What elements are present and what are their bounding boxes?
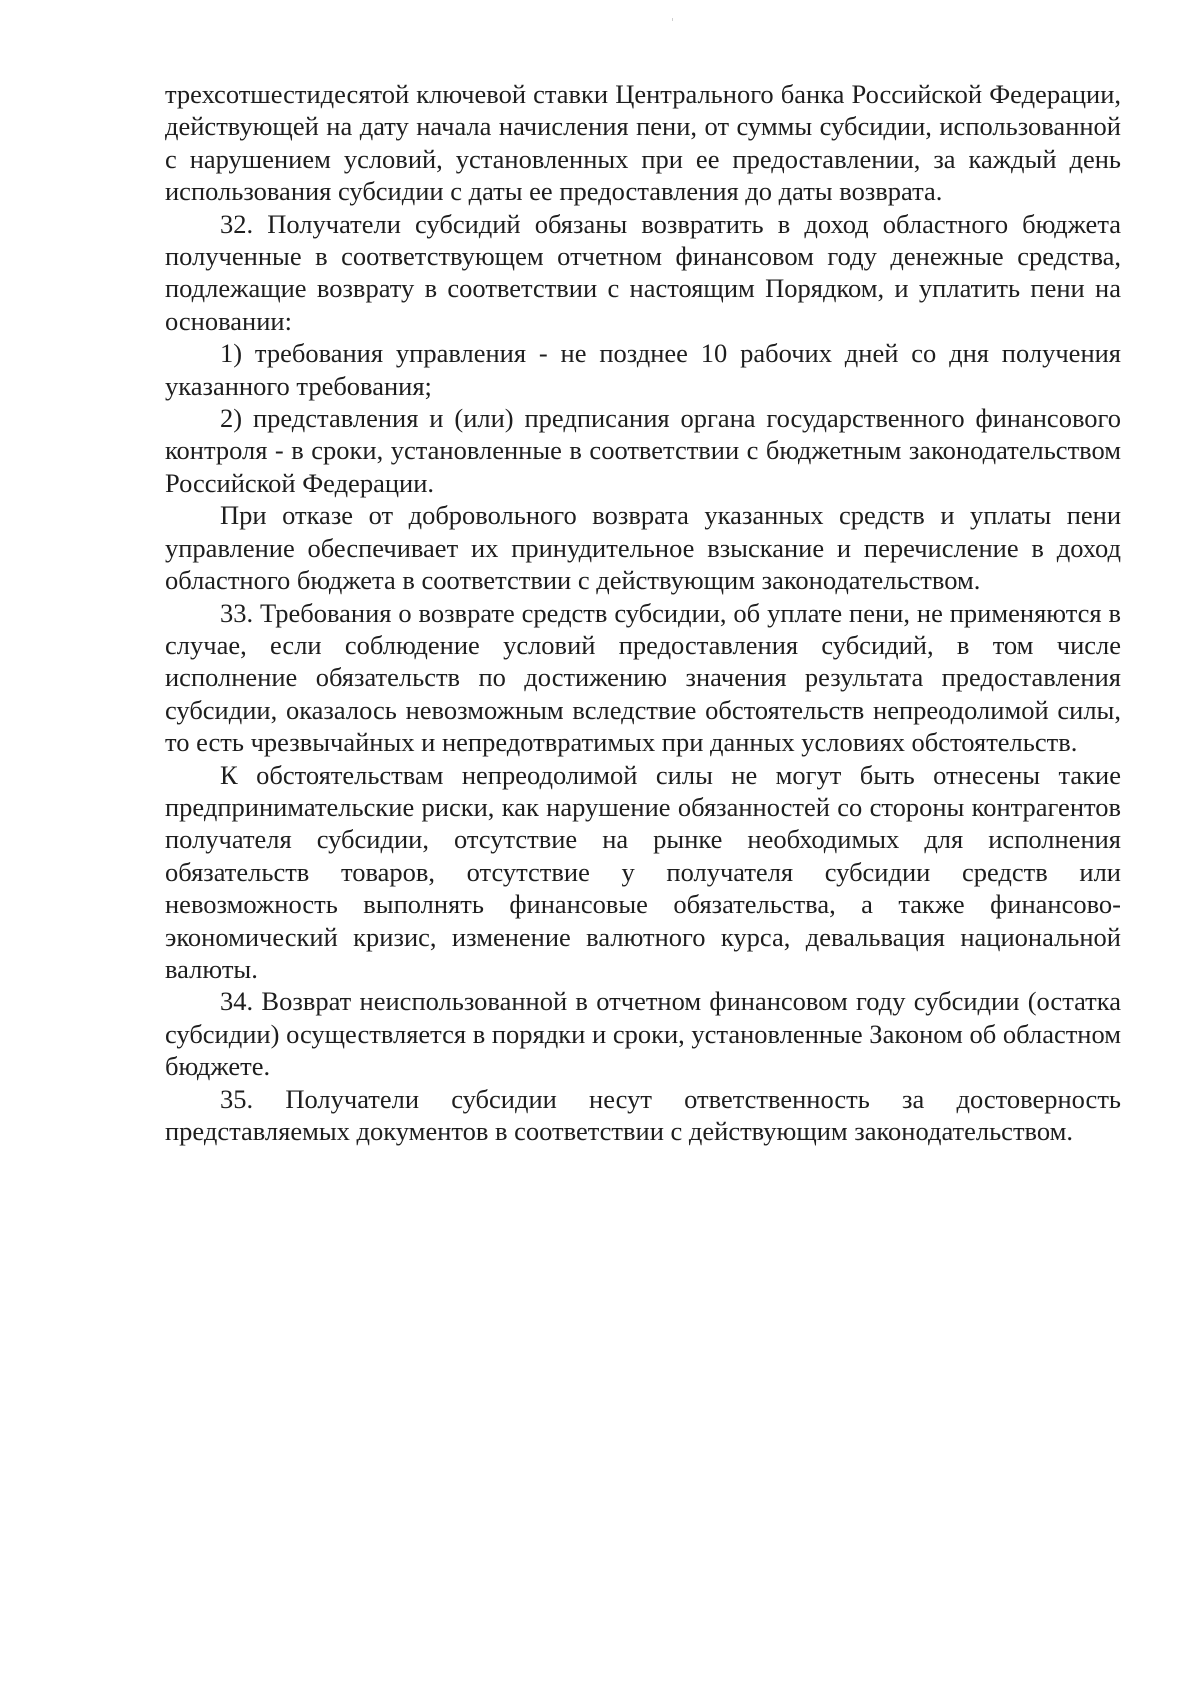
paragraph-32-item-2: 2) представления и (или) предписания органа государственного финансового контроля - в сроки, установленные в соответствии с бюджетным законодательством Российской Федерации.	[165, 403, 1121, 498]
document-body	[165, 78, 1121, 1147]
paragraph-32: 32. Получатели субсидий обязаны возвратить в доход областного бюджета полученные в соответствующем отчетном финансовом году денежные средства, подлежащие возврату в соответствии с настоящим Порядком, и уплатить пени на основании:	[165, 208, 1121, 336]
paragraph-34: 34. Возврат неиспользованной в отчетном финансовом году субсидии (остатка субсидии) осуществляется в порядки и сроки, установленные Законом об областном бюджете.	[165, 986, 1121, 1082]
paragraph-refusal: При отказе от добровольного возврата указанных средств и уплаты пени управление обеспечивает их принудительное взыскание и перечисление в доход областного бюджета в соответствии с действующим законодательством.	[165, 500, 1121, 596]
paragraph-35: 35. Получатели субсидии несут ответственность за достоверность представляемых документов в соответствии с действующим законодательством.	[165, 1083, 1121, 1146]
paragraph-33: 33. Требования о возврате средств субсидии, об уплате пени, не применяются в случае, если соблюдение условий предоставления субсидий, в том числе исполнение обязательств по достижению значения результата предоставления субсидии, оказалось невозможным вследствие обстоятельств непреодолимой силы, то есть чрезвычайных и непредотвратимых при данных условиях обстоятельств.	[165, 597, 1121, 758]
scan-speck	[672, 18, 673, 21]
paragraph-32-item-1: 1) требования управления - не позднее 10 рабочих дней со дня получения указанного требования;	[165, 338, 1121, 401]
paragraph-force-majeure: К обстоятельствам непреодолимой силы не могут быть отнесены такие предпринимательские риски, как нарушение обязанностей со стороны контрагентов получателя субсидии, отсутствие на рынке необходимых для исполнения обязательств товаров, отсутствие у получателя субсидии средств или невозможность выполнять финансовые обязательства, а также финансово-экономический кризис, изменение валютного курса, девальвация национальной валюты.	[165, 759, 1121, 984]
paragraph-continuation: трехсотшестидесятой ключевой ставки Центрального банка Российской Федерации, действующей на дату начала начисления пени, от суммы субсидии, использованной с нарушением условий, установленных при ее предоставлении, за каждый день использования субсидии с даты ее предоставления до даты возврата.	[165, 79, 1121, 207]
